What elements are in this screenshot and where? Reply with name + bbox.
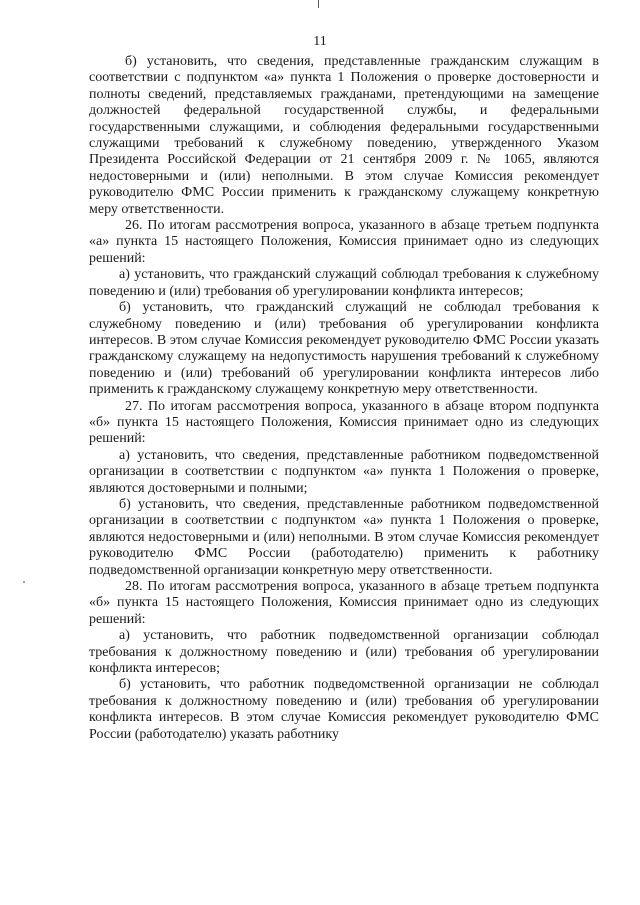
- paragraph-27: 27. По итогам рассмотрения вопроса, указанного в абзаце втором подпункта «б» пункта 15 настоящего Положения, Комиссия принимает одно из следующих решений:: [89, 398, 599, 447]
- paragraph-28-b: б) установить, что работник подведомственной организации не соблюдал требования к должностному поведению и (или) требования об урегулировании конфликта интересов. В этом случае Комиссия рекомендует руководителю ФМС России (работодателю) указать работнику: [89, 677, 599, 742]
- scan-artifact-mark: [318, 0, 319, 8]
- paragraph-25-b: б) установить, что сведения, представленные гражданским служащим в соответствии с подпунктом «а» пункта 1 Положения о проверке достоверности и полноты сведений, представляемых гражданами, претендующими на замещение должностей федеральной государственной службы, и федеральными государственными служащими, и соблюдения федеральными государственными служащими требований к служебному поведению, утвержденного Указом Президента Российской Федерации от 21 сентября 2009 г. № 1065, являются недостоверными и (или) неполными. В этом случае Комиссия рекомендует руководителю ФМС России применить к гражданскому служащему конкретную меру ответственности.: [89, 54, 599, 217]
- paragraph-28-a: а) установить, что работник подведомственной организации соблюдал требования к должностному поведению и (или) требования об урегулировании конфликта интересов;: [89, 628, 599, 677]
- page-number: 11: [313, 34, 327, 49]
- paragraph-26-b: б) установить, что гражданский служащий не соблюдал требования к служебному поведению и (или) требования об урегулировании конфликта интересов. В этом случае Комиссия рекомендует руководителю ФМС России указать гражданскому служащему на недопустимость нарушения требований к служебному поведению и (или) требований об урегулировании конфликта интересов либо применить к гражданскому служащему конкретную меру ответственности.: [89, 300, 599, 398]
- paragraph-27-b: б) установить, что сведения, представленные работником подведомственной организации в соответствии с подпунктом «а» пункта 1 Положения о проверке, являются недостоверными и (или) неполными. В этом случае Комиссия рекомендует руководителю ФМС России (работодателю) применить к работнику подведомственной организации конкретную меру ответственности.: [89, 496, 599, 578]
- document-body: [89, 54, 599, 743]
- scan-artifact-dot: [23, 581, 25, 583]
- paragraph-26: 26. По итогам рассмотрения вопроса, указанного в абзаце третьем подпункта «а» пункта 15 настоящего Положения, Комиссия принимает одно из следующих решений:: [89, 218, 599, 266]
- paragraph-28: 28. По итогам рассмотрения вопроса, указанного в абзаце третьем подпункта «б» пункта 15 настоящего Положения, Комиссия принимает одно из следующих решений:: [89, 579, 599, 627]
- paragraph-26-a: а) установить, что гражданский служащий соблюдал требования к служебному поведению и (или) требования об урегулировании конфликта интересов;: [89, 267, 599, 299]
- paragraph-27-a: а) установить, что сведения, представленные работником подведомственной организации в соответствии с подпунктом «а» пункта 1 Положения о проверке, являются достоверными и полными;: [89, 447, 599, 496]
